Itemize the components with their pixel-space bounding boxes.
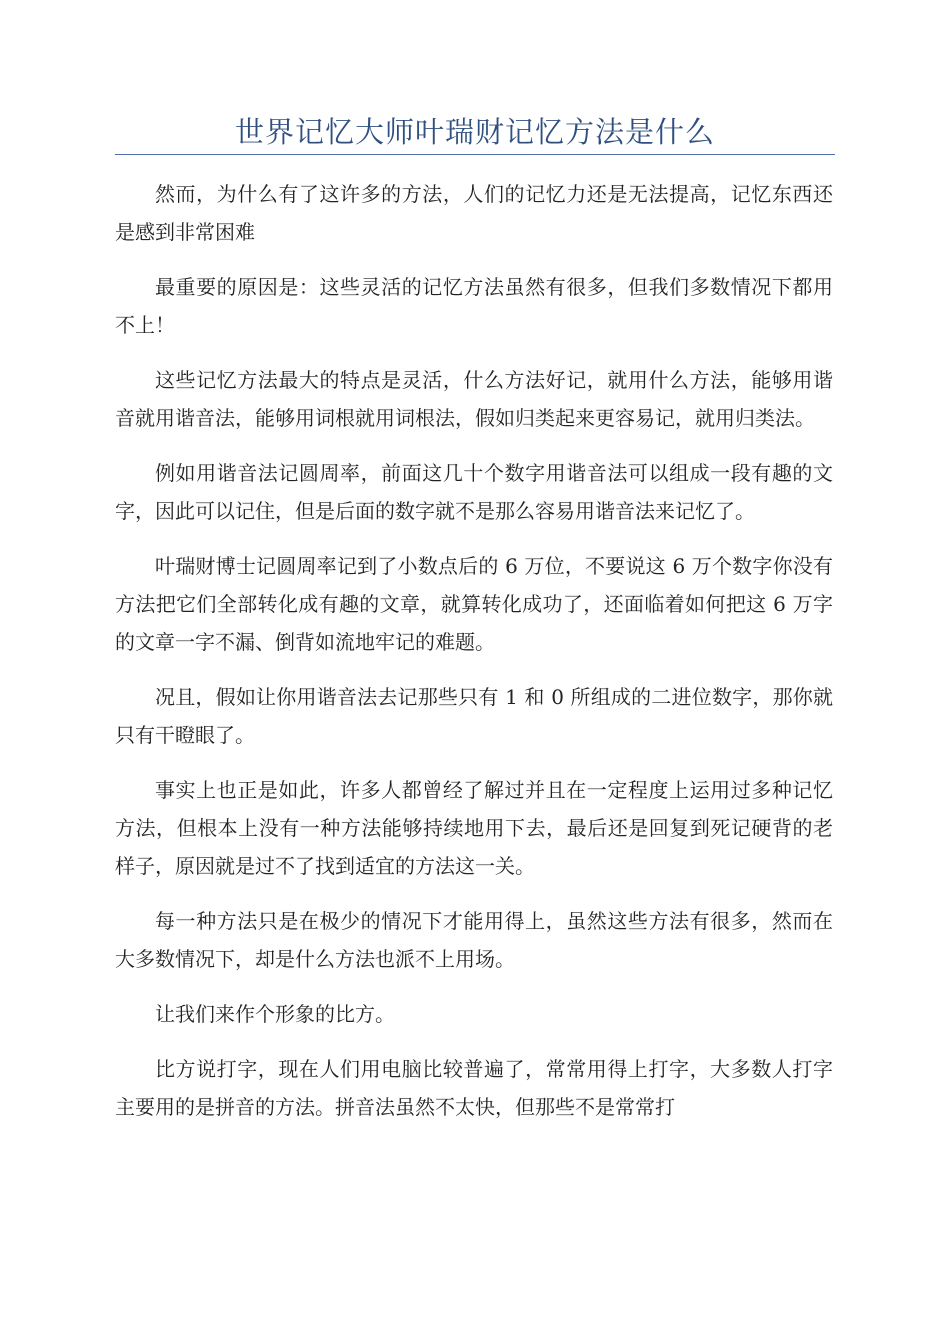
paragraph-10: 比方说打字，现在人们用电脑比较普遍了，常常用得上打字，大多数人打字主要用的是拼音的方法。拼音法虽然不太快，但那些不是常常打 bbox=[115, 1057, 833, 1119]
paragraph-9: 让我们来作个形象的比方。 bbox=[155, 1002, 395, 1026]
paragraph-3: 这些记忆方法最大的特点是灵活，什么方法好记，就用什么方法，能够用谐音就用谐音法，能够用词根就用词根法，假如归类起来更容易记，就用归类法。 bbox=[115, 368, 833, 430]
title-underline bbox=[115, 154, 835, 155]
paragraph-4: 例如用谐音法记圆周率，前面这几十个数字用谐音法可以组成一段有趣的文字，因此可以记住，但是后面的数字就不是那么容易用谐音法来记忆了。 bbox=[115, 461, 833, 523]
paragraph-1: 然而，为什么有了这许多的方法，人们的记忆力还是无法提高，记忆东西还是感到非常困难 bbox=[115, 182, 833, 244]
paragraph-7: 事实上也正是如此，许多人都曾经了解过并且在一定程度上运用过多种记忆方法，但根本上没有一种方法能够持续地用下去，最后还是回复到死记硬背的老样子，原因就是过不了找到适宜的方法这一关。 bbox=[115, 778, 833, 878]
paragraph-5: 叶瑞财博士记圆周率记到了小数点后的 6 万位，不要说这 6 万个数字你没有方法把它们全部转化成有趣的文章，就算转化成功了，还面临着如何把这 6 万字的文章一字不漏、倒背如流地牢记的难题。 bbox=[115, 554, 833, 654]
document-body bbox=[115, 175, 833, 1143]
paragraph-6: 况且，假如让你用谐音法去记那些只有 1 和 0 所组成的二进位数字，那你就只有干瞪眼了。 bbox=[115, 685, 833, 747]
paragraph-8: 每一种方法只是在极少的情况下才能用得上，虽然这些方法有很多，然而在大多数情况下，却是什么方法也派不上用场。 bbox=[115, 909, 833, 971]
page-title: 世界记忆大师叶瑞财记忆方法是什么 bbox=[234, 115, 715, 149]
paragraph-2: 最重要的原因是：这些灵活的记忆方法虽然有很多，但我们多数情况下都用不上！ bbox=[115, 275, 833, 337]
